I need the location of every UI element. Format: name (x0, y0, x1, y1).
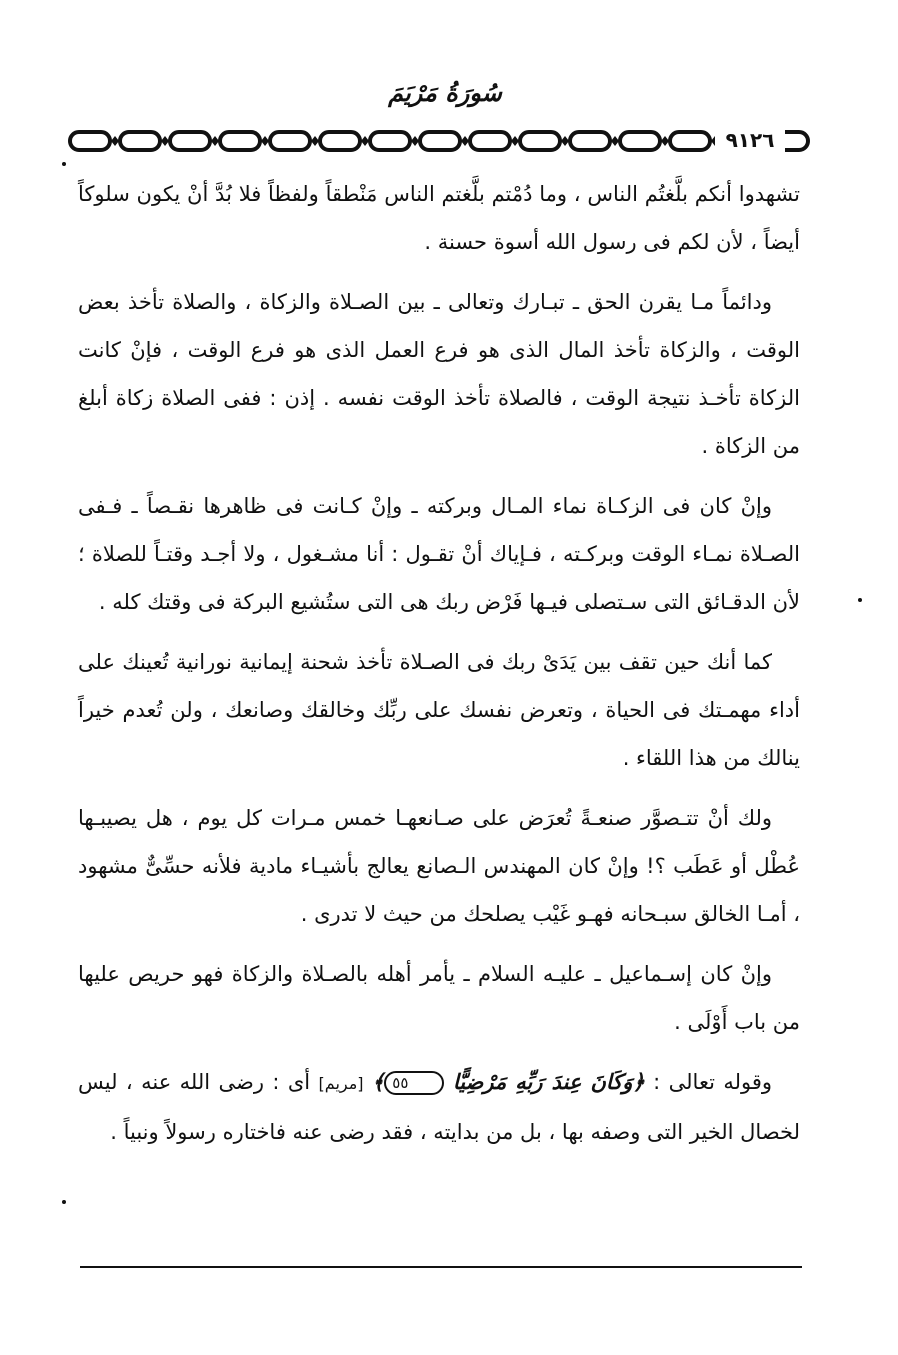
page-body (78, 170, 800, 1168)
paragraph-7-intro: وقوله تعالى : (644, 1070, 773, 1094)
margin-dot (858, 598, 862, 602)
paragraph-6: وإنْ كان إسـماعيل ـ عليـه السلام ـ يأمر أهله بالصـلاة والزكاة فهو حريص عليها من باب أَوْلَى . (78, 962, 800, 1034)
paragraph-7-rest: أى : رضى الله عنه ، ليس لخصال الخير التى وصفه بها ، بل من بدايته ، فقد رضى عنه فاختاره رسولاً ونبياً . (78, 1070, 800, 1144)
paragraph-2: ودائماً مـا يقرن الحق ـ تبـارك وتعالى ـ بين الصـلاة والزكاة ، والصلاة تأخذ بعض الوقت ، والزكاة تأخذ المال الذى هو فرع العمل الذى هو فرع الوقت ، فإنْ كانت الزكاة تأخـذ نتيجة الوقت ، فالصلاة تأخذ الوقت نفسه . إذن : ففى الصلاة زكاة أبلغ من الزكاة . (78, 290, 800, 458)
surah-reference: [مريم] (318, 1074, 364, 1093)
margin-dot (62, 1200, 66, 1204)
paragraph-4: كما أنك حين تقف بين يَدَىْ ربك فى الصـلاة تأخذ شحنة إيمانية نورانية تُعينك على أداء مهمـتك فى الحياة ، وتعرض نفسك على ربِّك وخالقك وصانعك ، ولن تُعدم خيراً ينالك من هذا اللقاء . (78, 650, 800, 770)
paragraph-5: ولك أنْ تتـصوَّر صنعـةً تُعرَض على صـانعهـا خمس مـرات كل يوم ، هل يصيبـها عُطْل أو عَطَب ؟! وإنْ كان المهندس الـصانع يعالج بأشيـاء مادية فلأنه حسِّىٌّ مشهود ، أمـا الخالق سبـحانه فهـو غَيْب يصلحك من حيث لا تدرى . (78, 806, 800, 926)
verse-close-bracket: ﴾ (371, 1069, 385, 1094)
quran-verse: ﴿وَكَانَ عِندَ رَبِّهِ مَرْضِيًّا (452, 1069, 645, 1094)
surah-title: سُورَةُ مَرْيَمَ (388, 78, 502, 107)
paragraph-1: تشهدوا أنكم بلَّغتُم الناس ، وما دُمْتم بلَّغتم الناس مَنْطقاً ولفظاً فلا بُدَّ أنْ يكون سلوكاً أيضاً ، لأن لكم فى رسول الله أسوة حسنة . (78, 182, 800, 254)
margin-dot (62, 162, 66, 166)
paragraph-3: وإنْ كان فى الزكـاة نماء المـال وبركته ـ وإنْ كـانت فى ظاهرها نقـصاً ـ فـفى الصـلاة نمـاء الوقت وبركـته ، فـإياك أنْ تقـول : أنا مشـغول ، ولا أجـد وقتـاً للصلاة ؛ لأن الدقـائق التى سـتصلى فيـها فَرْض ربك هى التى ستُشيع البركة فى وقتك كله . (78, 494, 800, 614)
ornamental-chain-border (68, 124, 813, 160)
footer-rule (80, 1266, 802, 1268)
verse-number: ٥٥ (384, 1071, 444, 1095)
page-number: ٩١٢٦ (715, 124, 785, 156)
paragraph-7 (78, 1058, 800, 1156)
